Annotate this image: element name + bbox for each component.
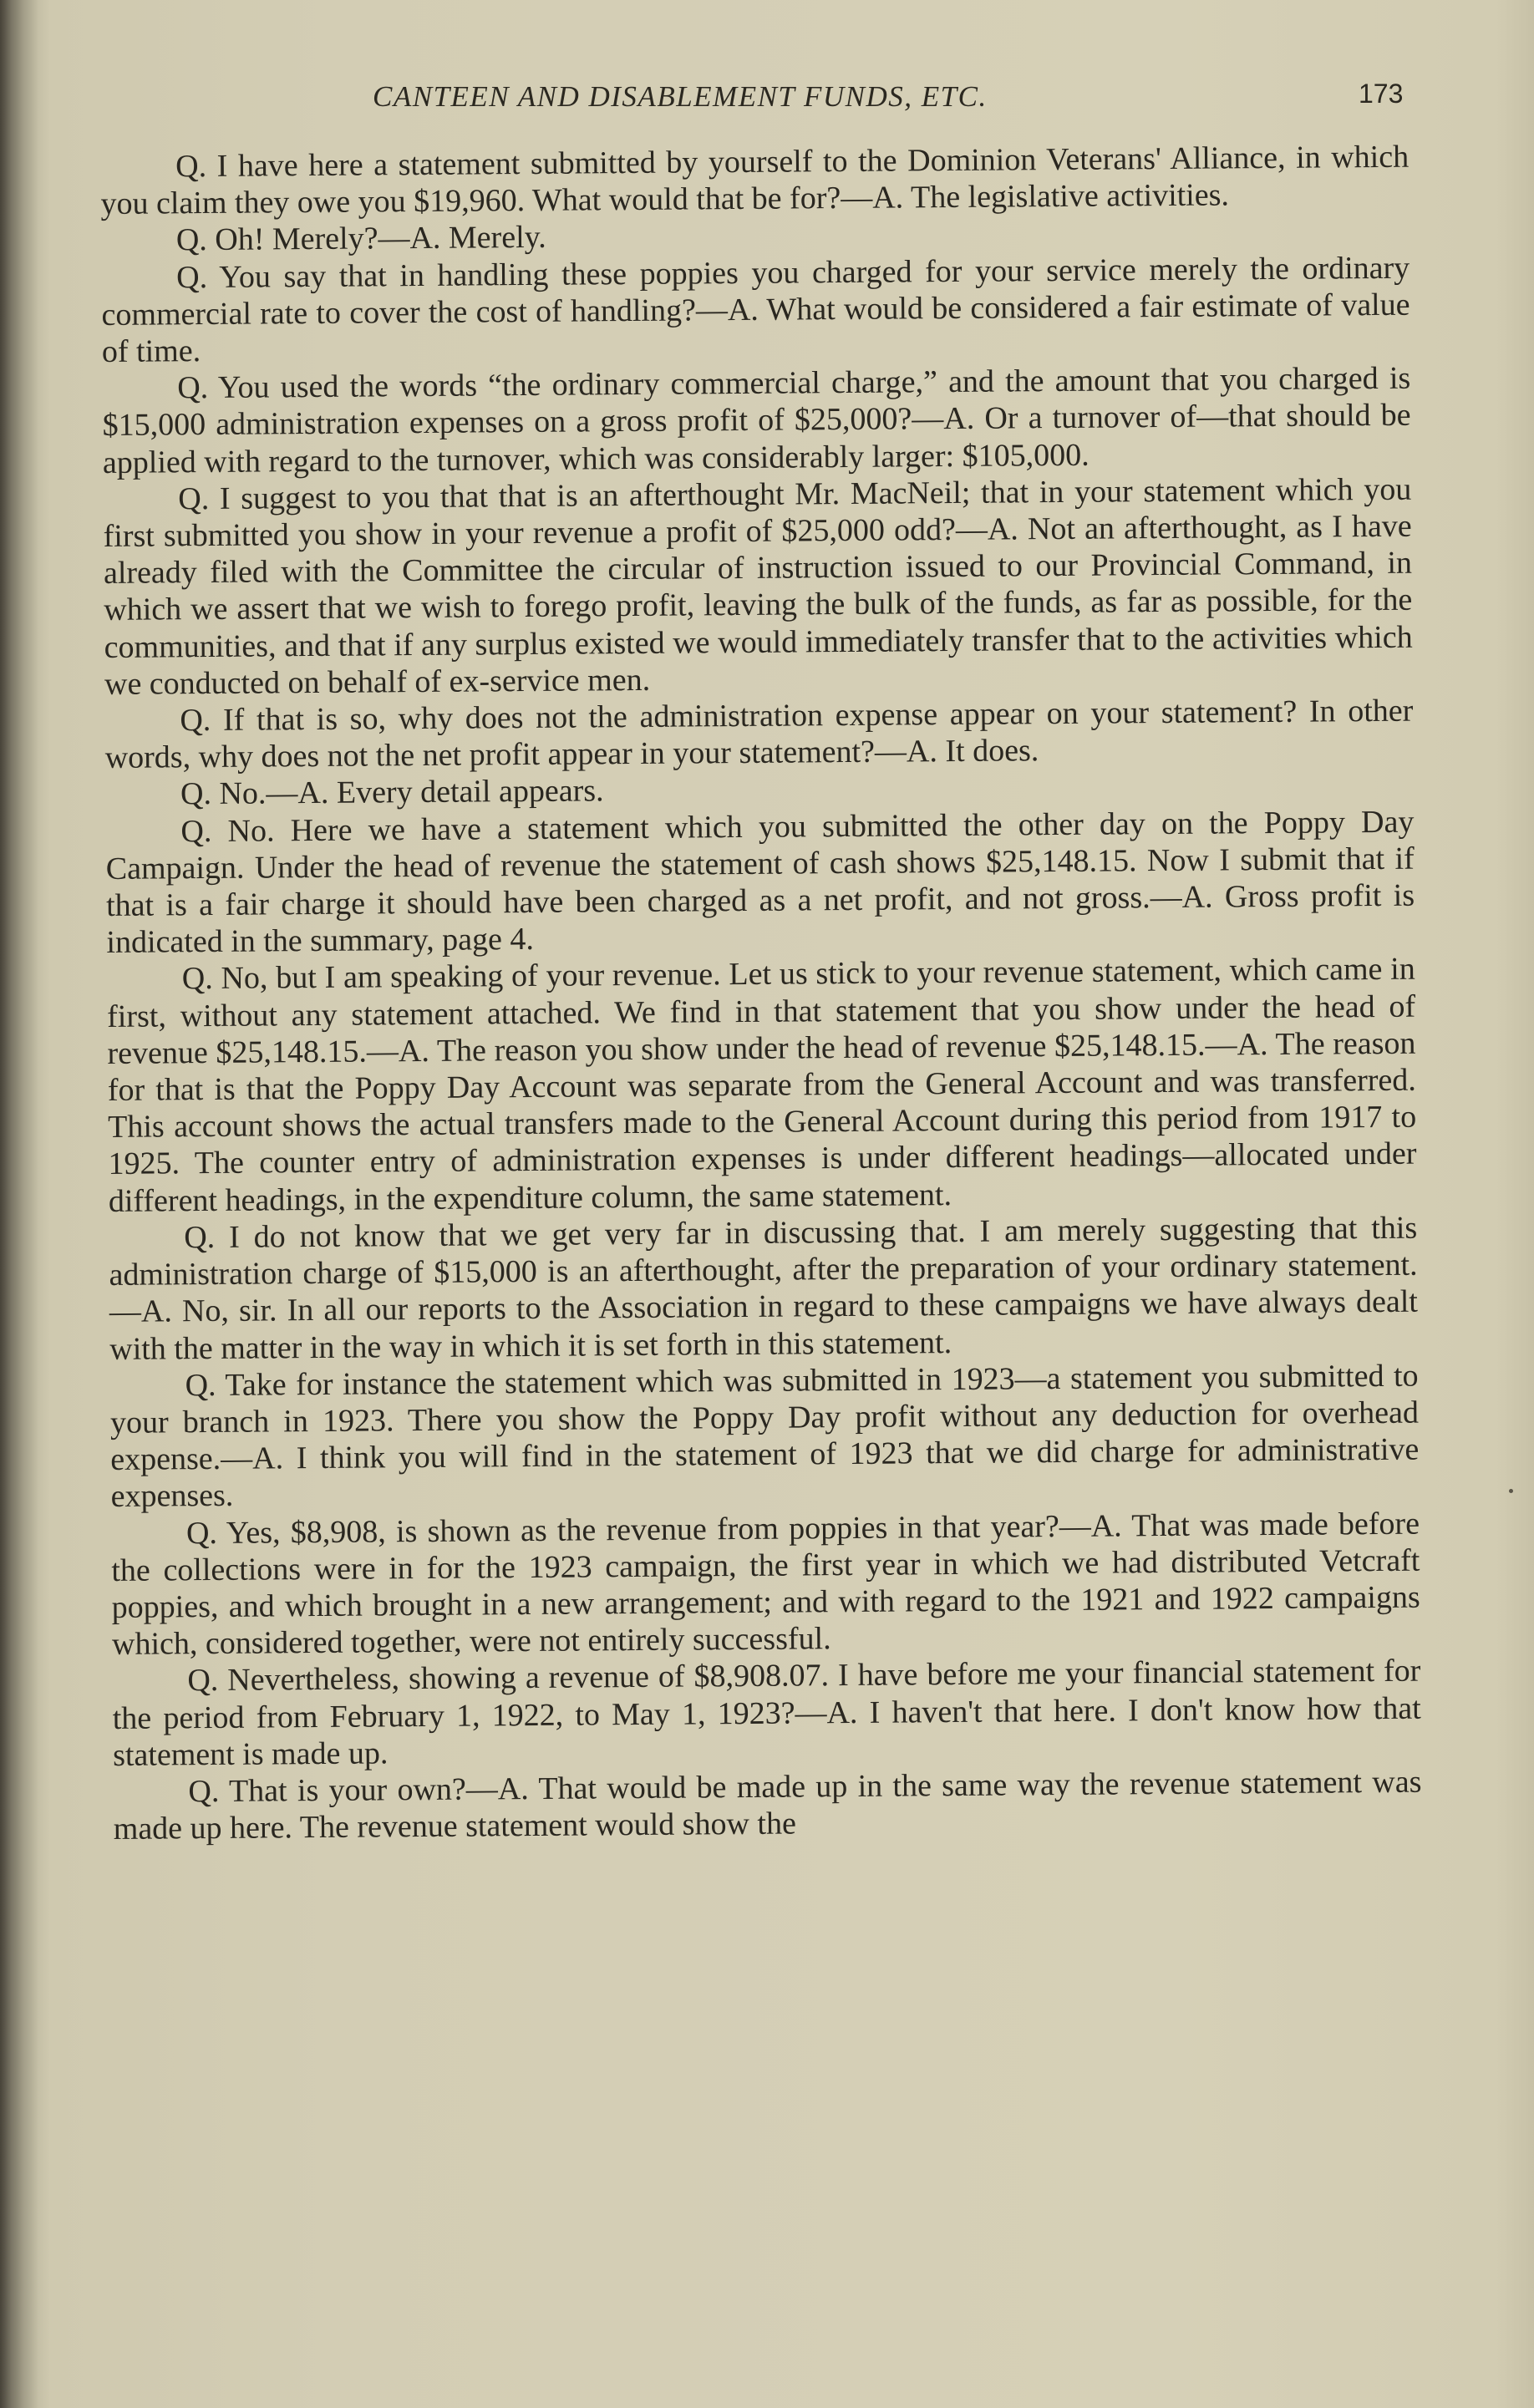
paragraph: Q. Oh! Merely?—A. Merely. [175,220,546,258]
paragraph: Q. No, but I am speaking of your revenue. Let us stick to your revenue statement, which came in first, without any statement attached. We find in that statement that you show under the head of revenue $25,148.15.—A. The reason you show under the head of revenue $25,148.15.—A. The reason for that is that the Poppy Day Account was separate from the General Account and was transferred. This account shows the actual transfers made to the General Account during this period from 1917 to 1925. The counter entry of administration expenses is under different headings—allocated under different headings, in the expenditure column, the same statement. [106,952,1417,1219]
paragraph: Q. No. Here we have a statement which you submitted the other day on the Poppy Day Campaign. Under the head of revenue the statement of cash shows $25,148.15. Now I submit that if that is a fair charge it should have been charged as a net profit, and not gross.—A. Gross profit is indicated in the summary, page 4. [105,804,1415,961]
testimony-body [100,139,1422,1848]
paragraph: Q. You say that in handling these poppies you charged for your service merely the ordinary commercial rate to cover the cost of handling?—A. What would be considered a fair estimate of value of time. [101,250,1410,370]
paper-speck [1509,1489,1513,1493]
binding-gutter-shadow [0,0,38,2408]
paragraph: Q. If that is so, why does not the administration expense appear on your statement? In other words, why does not the net profit appear in your statement?—A. It does. [104,693,1414,776]
paragraph: Q. I suggest to you that that is an afterthought Mr. MacNeil; that in your statement which you first submitted you show in your revenue a profit of $25,000 odd?—A. Not an afterthought, as I have already filed with the Committee the circular of instruction issued to our Provincial Command, in which we assert that we wish to forego profit, leaving the bulk of the funds, as far as possible, for the communities, and that if any surplus existed we would immediately transfer that to the activities which we conducted on behalf of ex-service men. [103,471,1413,702]
paragraph: Q. I have here a statement submitted by yourself to the Dominion Veterans' Alliance, in which you claim they owe you $19,960. What would that be for?—A. The legislative activities. [100,139,1410,222]
paragraph: Q. No.—A. Every detail appears. [180,773,604,812]
paragraph: Q. Nevertheless, showing a revenue of $8,908.07. I have before me your financial statement for the period from February 1, 1922, to May 1, 1923?—A. I haven't that here. I don't know how that statement is made up. [112,1653,1421,1773]
page-number: 173 [1359,79,1404,109]
paragraph: Q. I do not know that we get very far in discussing that. I am merely suggesting that this administration charge of $15,000 is an afterthought, after the preparation of your ordinary statement.—A. No, sir. In all our reports to the Association in regard to these campaigns we have always dealt with the matter in the way in which it is set forth in this statement. [109,1210,1419,1367]
running-header-title: CANTEEN AND DISABLEMENT FUNDS, ETC. [373,80,988,113]
paragraph: Q. You used the words “the ordinary commercial charge,” and the amount that you charged is $15,000 administration expenses on a gross profit of $25,000?—A. Or a turnover of—that should be applied with regard to the turnover, which was considerably larger: $105,000. [102,360,1411,480]
paragraph: Q. Take for instance the statement which was submitted in 1923—a statement you submitted to your branch in 1923. There you show the Poppy Day profit without any deduction for overhead expense.—A. I think you will find in the statement of 1923 that we did charge for administrative expenses. [109,1358,1420,1515]
paragraph: Q. That is your own?—A. That would be made up in the same way the revenue statement was made up here. The revenue statement would show the [113,1764,1422,1847]
paragraph: Q. Yes, $8,908, is shown as the revenue from poppies in that year?—A. That was made before the collections were in for the 1923 campaign, the first year in which we had distributed Vetcraft poppies, and which brought in a new arrangement; and with regard to the 1921 and 1922 campaigns which, considered together, were not entirely successful. [111,1506,1420,1663]
